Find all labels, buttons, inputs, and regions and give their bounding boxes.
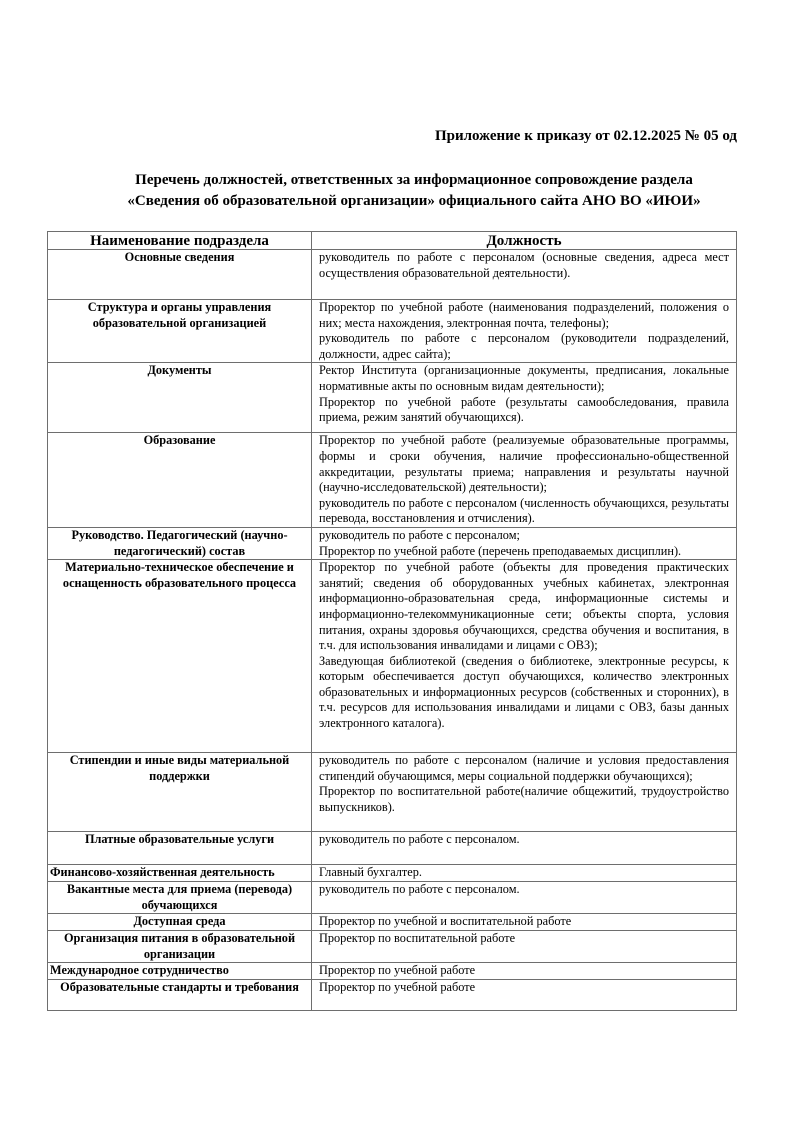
position-cell: [312, 527, 737, 559]
title-line-2: «Сведения об образовательной организации» официального сайта АНО ВО «ИЮИ»: [127, 193, 701, 209]
subsection-name: Стипендии и иные виды материальной поддержки: [48, 753, 312, 832]
position-cell: [312, 865, 737, 882]
title-line-1: Перечень должностей, ответственных за информационное сопровождение раздела: [135, 172, 693, 188]
annex-reference: Приложение к приказу от 02.12.2025 № 05 од: [434, 128, 737, 144]
position-cell: [312, 250, 737, 300]
position-text: Проректор по учебной и воспитательной работе: [319, 914, 572, 929]
subsection-name: Документы: [48, 363, 312, 433]
subsection-name: Образование: [48, 433, 312, 528]
position-text: Проректор по воспитательной работе(наличие общежитий, трудоустройство выпускников).: [319, 784, 729, 814]
subsection-name: Материально-техническое обеспечение и оснащенность образовательного процесса: [48, 560, 312, 753]
position-text: Главный бухгалтер.: [319, 865, 422, 880]
position-cell: [312, 433, 737, 528]
table-row: [48, 865, 737, 882]
position-text: руководитель по работе с персоналом.: [319, 882, 520, 897]
position-cell: [312, 832, 737, 865]
table-row: [48, 963, 737, 980]
position-text: руководитель по работе с персоналом (руководители подразделений, должности, адрес сайта);: [319, 331, 729, 361]
subsection-name: Структура и органы управления образовательной организацией: [48, 300, 312, 363]
position-cell: [312, 363, 737, 433]
position-cell: [312, 753, 737, 832]
position-text: руководитель по работе с персоналом (основные сведения, адреса мест осуществления образовательной деятельности).: [319, 250, 729, 280]
position-text: Проректор по учебной работе: [319, 963, 476, 978]
table-row: [48, 527, 737, 559]
subsection-name: Международное сотрудничество: [48, 963, 312, 980]
position-text: Проректор по воспитательной работе: [319, 930, 516, 945]
table-row: [48, 433, 737, 528]
position-text: Ректор Института (организационные документы, предписания, локальные нормативные акты по основным видам деятельности);: [319, 363, 729, 393]
position-cell: [312, 930, 737, 962]
subsection-name: Доступная среда: [48, 914, 312, 931]
position-text: Заведующая библиотекой (сведения о библиотеке, электронные ресурсы, к которым обеспечивается доступ обучающихся, количество электронных образовательных и информационных ресурсов (собственных и сторонних), в т.ч. ресурсов для использования инвалидами и лицами с ОВЗ, базы данных электронного каталога).: [319, 653, 729, 731]
table-row: [48, 832, 737, 865]
position-cell: [312, 914, 737, 931]
table-row: [48, 250, 737, 300]
position-text: Проректор по учебной работе (реализуемые образовательные программы, формы и сроки обучения, наличие профессионально-общественной аккредитации, результаты приема; направления и результаты научной (научно-исследовательской) деятельности);: [319, 433, 729, 495]
table-header-row: [48, 232, 737, 250]
subsection-name: Образовательные стандарты и требования: [48, 979, 312, 1010]
subsection-name: Вакантные места для приема (перевода) обучающихся: [48, 882, 312, 914]
table-row: [48, 914, 737, 931]
position-text: руководитель по работе с персоналом (численность обучающихся, результаты перевода, восстановления и отчисления).: [319, 495, 729, 526]
position-text: руководитель по работе с персоналом.: [319, 832, 520, 847]
subsection-name: Руководство. Педагогический (научно-педагогический) состав: [48, 527, 312, 559]
document-title: [47, 170, 781, 212]
table-row: [48, 930, 737, 962]
subsection-name: Организация питания в образовательной организации: [48, 930, 312, 962]
table-row: [48, 882, 737, 914]
table-row: [48, 753, 737, 832]
subsection-name: Платные образовательные услуги: [48, 832, 312, 865]
subsection-name: Финансово-хозяйственная деятельность: [48, 865, 312, 882]
position-cell: [312, 979, 737, 1010]
position-cell: [312, 963, 737, 980]
column-header-subsection: Наименование подраздела: [48, 232, 312, 250]
position-text: Проректор по учебной работе (перечень преподаваемых дисциплин).: [319, 543, 682, 558]
table-row: [48, 363, 737, 433]
table-row: [48, 979, 737, 1010]
position-text: руководитель по работе с персоналом (наличие и условия предоставления стипендий обучающимся, меры социальной поддержки обучающихся);: [319, 753, 729, 783]
position-text: Проректор по учебной работе: [319, 979, 476, 994]
position-cell: [312, 882, 737, 914]
column-header-position: Должность: [312, 232, 737, 250]
position-text: Проректор по учебной работе (результаты самообследования, правила приема, режим занятий обучающихся).: [319, 394, 729, 425]
position-text: руководитель по работе с персоналом;: [319, 527, 520, 542]
position-cell: [312, 300, 737, 363]
subsection-name: Основные сведения: [48, 250, 312, 300]
table-row: [48, 560, 737, 753]
position-text: Проректор по учебной работе (наименования подразделений, положения о них; места нахождения, электронная почта, телефоны);: [319, 300, 729, 330]
table-row: [48, 300, 737, 363]
position-text: Проректор по учебной работе (объекты для проведения практических занятий; сведения об оборудованных учебных кабинетах, электронная информационно-образовательная среда, информационные системы и информационно-телекоммуникационные сети; объекты спорта, условия питания, охраны здоровья обучающихся, средства обучения и воспитания, в т.ч. для использования инвалидами и лицами с ОВЗ);: [319, 560, 729, 653]
position-cell: [312, 560, 737, 753]
responsibility-table: [47, 231, 737, 1011]
